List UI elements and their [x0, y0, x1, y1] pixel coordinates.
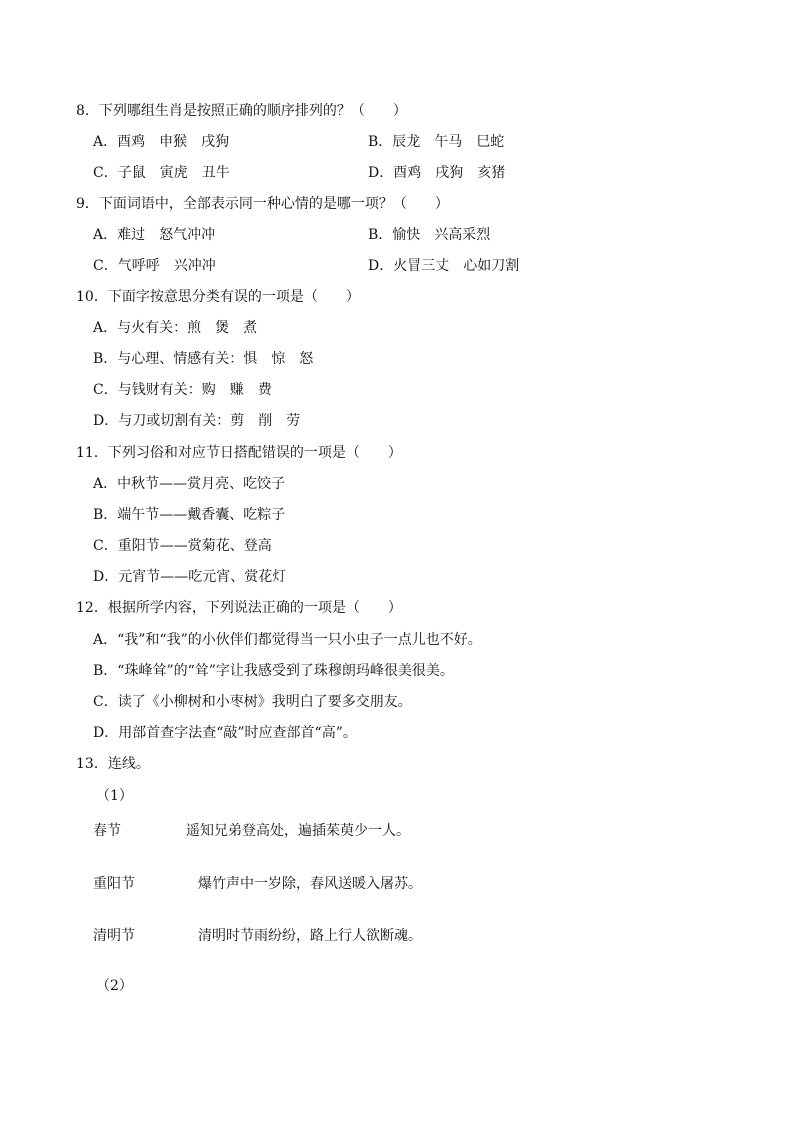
question-11-option-b: B．端午节——戴香囊、吃粽子 — [93, 507, 286, 523]
question-11-option-c: C．重阳节——赏菊花、登高 — [93, 538, 272, 554]
match-right-item: 遥知兄弟登高处，遍插茱萸少一人。 — [186, 823, 410, 839]
question-9-option-c: C．气呼呼 兴冲冲 — [93, 258, 216, 274]
question-10-option-b: B．与心理、情感有关：惧 惊 怒 — [93, 351, 314, 367]
question-11-stem: 11．下列习俗和对应节日搭配错误的一项是（ ） — [76, 445, 402, 461]
question-9-option-d: D．火冒三丈 心如刀割 — [368, 258, 520, 274]
question-9-stem: 9．下面词语中，全部表示同一种心情的是哪一项？（ ） — [76, 196, 449, 212]
question-9-option-a: A．难过 怒气冲冲 — [93, 227, 216, 243]
match-left-item: 清明节 — [93, 928, 135, 944]
question-12-option-d: D．用部首查字法查“敲”时应查部首“高”。 — [93, 725, 357, 741]
question-10-option-c: C．与钱财有关：购 赚 费 — [93, 382, 272, 398]
match-right-item: 清明时节雨纷纷，路上行人欲断魂。 — [198, 928, 422, 944]
question-11-option-a: A．中秋节——赏月亮、吃饺子 — [93, 476, 286, 492]
question-8-option-a: A．酉鸡 申猴 戌狗 — [93, 134, 230, 150]
question-12-option-b: B．“珠峰耸”的“耸”字让我感受到了珠穆朗玛峰很美很美。 — [93, 663, 454, 679]
question-8-stem: 8．下列哪组生肖是按照正确的顺序排列的？（ ） — [76, 103, 407, 119]
question-10-option-d: D．与刀或切割有关：剪 削 劳 — [93, 413, 301, 429]
question-8-option-c: C．子鼠 寅虎 丑牛 — [93, 165, 230, 181]
question-13-part-2-label: （2） — [96, 978, 133, 994]
question-11-option-d: D．元宵节——吃元宵、赏花灯 — [93, 569, 287, 585]
match-left-item: 春节 — [93, 823, 121, 839]
question-12-option-c: C．读了《小柳树和小枣树》我明白了要多交朋友。 — [93, 694, 412, 710]
question-8-option-b: B．辰龙 午马 巳蛇 — [368, 134, 505, 150]
question-12-option-a: A．“我”和“我”的小伙伴们都觉得当一只小虫子一点儿也不好。 — [93, 632, 482, 648]
question-13-part-1-label: （1） — [96, 788, 133, 804]
question-10-option-a: A．与火有关：煎 煲 煮 — [93, 320, 258, 336]
question-12-stem: 12．根据所学内容，下列说法正确的一项是（ ） — [76, 600, 402, 616]
match-left-item: 重阳节 — [93, 876, 135, 892]
question-9-option-b: B．愉快 兴高采烈 — [368, 227, 491, 243]
match-right-item: 爆竹声中一岁除，春风送暖入屠苏。 — [198, 876, 422, 892]
question-13-stem: 13．连线。 — [76, 756, 150, 772]
question-8-option-d: D．酉鸡 戌狗 亥猪 — [368, 165, 506, 181]
question-10-stem: 10．下面字按意思分类有误的一项是（ ） — [76, 289, 360, 305]
